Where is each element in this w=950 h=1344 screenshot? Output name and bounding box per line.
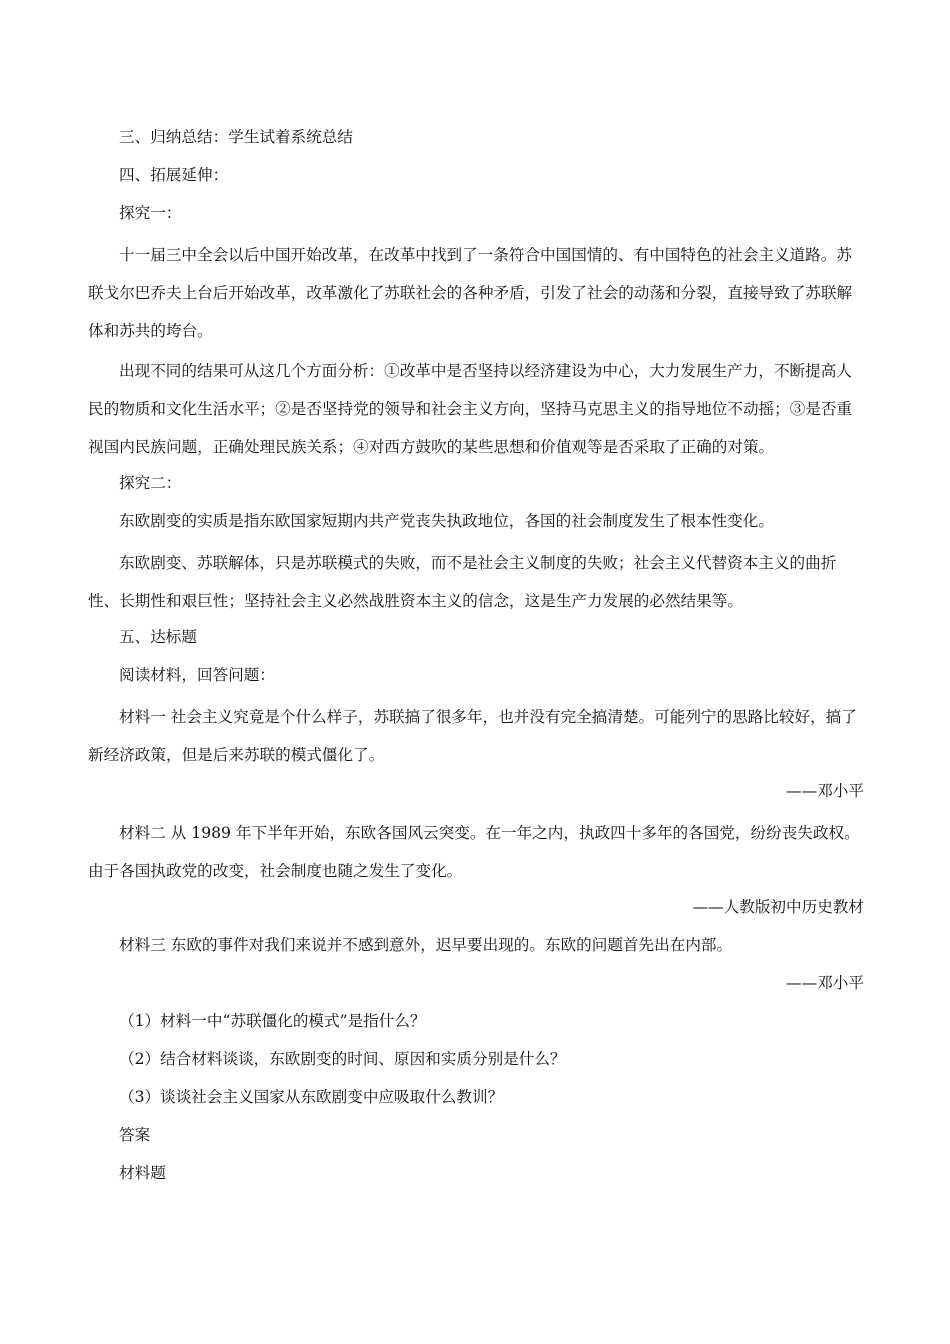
- question-3: （3）谈谈社会主义国家从东欧剧变中应吸取什么教训？: [119, 1088, 504, 1106]
- answer-label: 答案: [119, 1126, 151, 1144]
- question-1: （1）材料一中“苏联僵化的模式”是指什么？: [119, 1012, 426, 1030]
- section-heading-exercises: 五、达标题: [119, 628, 197, 646]
- explore-one-paragraph-2: 出现不同的结果可从这几个方面分析：①改革中是否坚持以经济建设为中心，大力发展生产力，不断提高人民的物质和文化生活水平；②是否坚持党的领导和社会主义方向，坚持马克思主义的指导地位不动摇；③是否重视国内民族问题，正确处理民族关系；④对西方鼓吹的某些思想和价值观等是否采取了正确的对策。: [88, 362, 853, 456]
- material-one-source: ——邓小平: [786, 782, 864, 800]
- document-body: [88, 122, 864, 1196]
- explore-two-label: 探究二：: [119, 474, 182, 492]
- explore-two-paragraph-2: 东欧剧变、苏联解体，只是苏联模式的失败，而不是社会主义制度的失败；社会主义代替资本主义的曲折性、长期性和艰巨性；坚持社会主义必然战胜资本主义的信念，这是生产力发展的必然结果等。: [88, 554, 837, 610]
- material-two: 材料二 从 1989 年下半年开始，东欧各国风云突变。在一年之内，执政四十多年的各国党，纷纷丧失政权。由于各国执政党的改变，社会制度也随之发生了变化。: [88, 824, 860, 880]
- answer-type: 材料题: [119, 1164, 166, 1182]
- section-heading-extension: 四、拓展延伸：: [119, 166, 229, 184]
- explore-one-paragraph-1: 十一届三中全会以后中国开始改革，在改革中找到了一条符合中国国情的、有中国特色的社会主义道路。苏联戈尔巴乔夫上台后开始改革，改革激化了苏联社会的各种矛盾，引发了社会的动荡和分裂，直接导致了苏联解体和苏共的垮台。: [88, 246, 853, 340]
- material-one: 材料一 社会主义究竟是个什么样子，苏联搞了很多年，也并没有完全搞清楚。可能列宁的思路比较好，搞了新经济政策，但是后来苏联的模式僵化了。: [88, 708, 857, 764]
- question-2: （2）结合材料谈谈，东欧剧变的时间、原因和实质分别是什么？: [119, 1050, 566, 1068]
- explore-one-label: 探究一：: [119, 204, 182, 222]
- material-three-source: ——邓小平: [786, 974, 864, 992]
- material-two-source: ——人教版初中历史教材: [692, 898, 864, 916]
- material-three: 材料三 东欧的事件对我们来说并不感到意外，迟早要出现的。东欧的问题首先出在内部。: [119, 936, 733, 954]
- exercise-instruction: 阅读材料，回答问题：: [119, 666, 275, 684]
- explore-two-paragraph-1: 东欧剧变的实质是指东欧国家短期内共产党丧失执政地位，各国的社会制度发生了根本性变化。: [119, 512, 774, 530]
- section-heading-summary: 三、归纳总结：学生试着系统总结: [119, 128, 353, 146]
